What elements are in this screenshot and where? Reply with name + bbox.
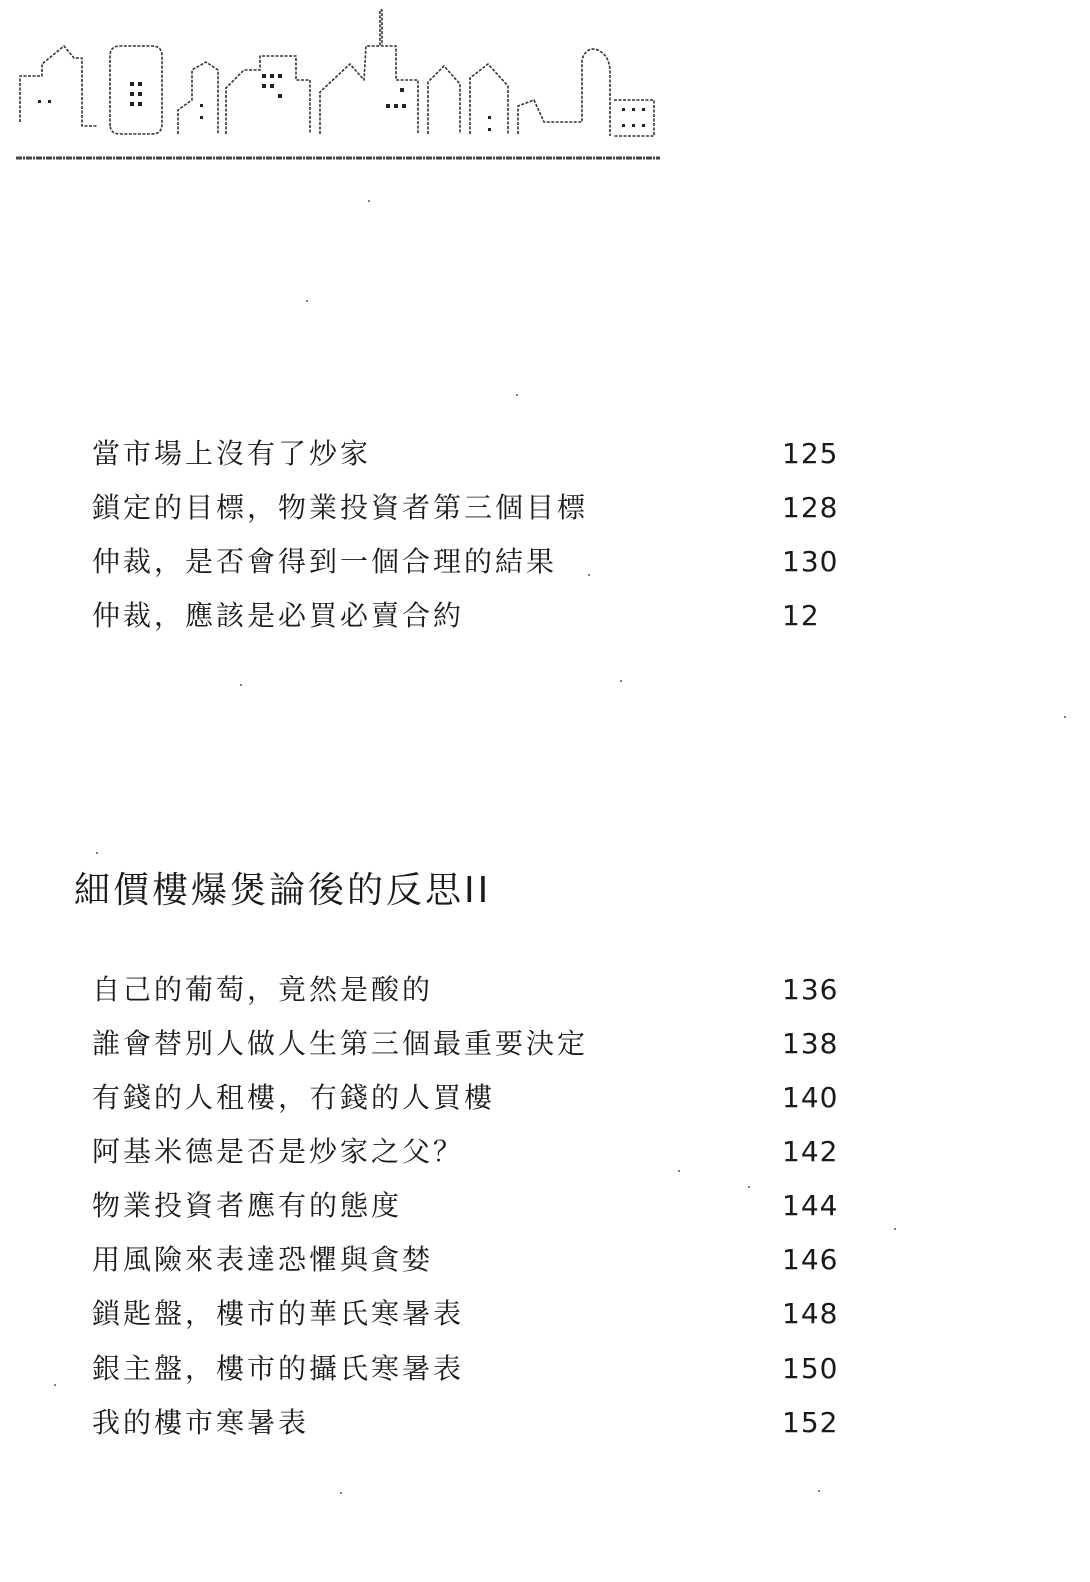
toc-item-page: 130: [782, 545, 839, 578]
toc-item[interactable]: [92, 488, 852, 528]
toc-item-title: 仲裁，是否會得到一個合理的結果: [92, 545, 558, 578]
toc-item-title: 鎖定的目標，物業投資者第三個目標: [92, 491, 589, 524]
toc-item-page: 148: [782, 1297, 839, 1330]
toc-item-title: 當市場上沒有了炒家: [92, 437, 372, 470]
toc-item-title: 有錢的人租樓，冇錢的人買樓: [92, 1081, 496, 1114]
toc-item-title: 銀主盤，樓市的攝氏寒暑表: [92, 1352, 465, 1385]
scan-speck: [96, 852, 98, 854]
section-heading: 細價樓爆煲論後的反思II: [74, 870, 492, 911]
scan-speck: [748, 1186, 750, 1188]
toc-item-page: 142: [782, 1135, 839, 1168]
toc-item-title: 我的樓市寒暑表: [92, 1406, 310, 1439]
scan-speck: [368, 200, 370, 202]
toc-item-title: 自己的葡萄，竟然是酸的: [92, 973, 434, 1006]
toc-item-title: 阿基米德是否是炒家之父？: [92, 1135, 465, 1168]
toc-item-title: 誰會替別人做人生第三個最重要決定: [92, 1027, 589, 1060]
toc-item[interactable]: [92, 1024, 852, 1064]
scan-speck: [340, 1492, 342, 1494]
toc-item[interactable]: [92, 596, 852, 636]
scan-speck: [516, 394, 518, 396]
toc-item-page: 125: [782, 437, 839, 470]
toc-item-page: 144: [782, 1189, 839, 1222]
scan-speck: [240, 684, 242, 686]
scan-speck: [678, 1170, 680, 1172]
toc-item-page: 146: [782, 1243, 839, 1276]
city-skyline-icon: [14, 4, 662, 166]
toc-item-page: 150: [782, 1352, 839, 1385]
toc-item-page: 138: [782, 1027, 839, 1060]
scan-speck: [1064, 716, 1066, 718]
toc-item-page: 140: [782, 1081, 839, 1114]
scan-speck: [620, 680, 622, 682]
scan-speck: [306, 300, 308, 302]
scan-speck: [894, 1228, 896, 1230]
toc-item[interactable]: [92, 1132, 852, 1172]
toc-item-page: 136: [782, 973, 839, 1006]
toc-item-page: 128: [782, 491, 839, 524]
toc-item-title: 鎖匙盤，樓市的華氏寒暑表: [92, 1297, 465, 1330]
toc-item-title: 仲裁，應該是必買必賣合約: [92, 599, 465, 632]
toc-item-page: 152: [782, 1406, 839, 1439]
toc-item[interactable]: [92, 542, 852, 582]
toc-item[interactable]: [92, 1403, 852, 1443]
scan-speck: [588, 574, 590, 576]
toc-item[interactable]: [92, 1294, 852, 1334]
toc-item-title: 物業投資者應有的態度: [92, 1189, 403, 1222]
scan-speck: [54, 1384, 56, 1386]
toc-item[interactable]: [92, 434, 852, 474]
scan-speck: [818, 1490, 820, 1492]
toc-item[interactable]: [92, 1349, 852, 1389]
toc-item[interactable]: [92, 1240, 852, 1280]
toc-item[interactable]: [92, 1078, 852, 1118]
toc-item-title: 用風險來表達恐懼與貪婪: [92, 1243, 434, 1276]
toc-item[interactable]: [92, 970, 852, 1010]
toc-item-page: 12: [782, 599, 820, 632]
toc-item[interactable]: [92, 1186, 852, 1226]
